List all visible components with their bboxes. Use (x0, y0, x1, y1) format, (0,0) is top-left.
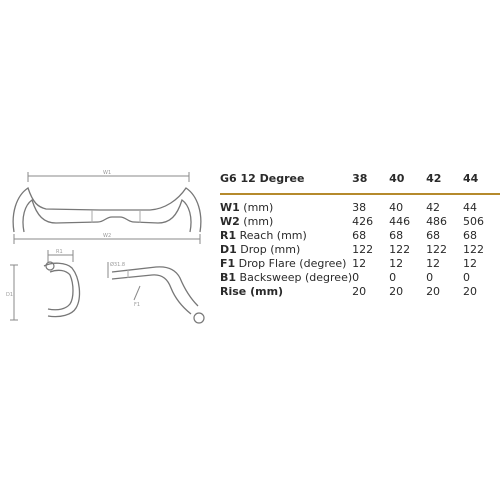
size-header: 38 (352, 172, 368, 185)
row-code: R1 (220, 229, 237, 242)
table-cell: 122 (426, 243, 448, 256)
row-code: D1 (220, 243, 237, 256)
table-cell: 38 (352, 201, 367, 214)
row-label (220, 271, 352, 285)
table-cell: 0 (463, 271, 471, 284)
spec-table-title: G6 12 Degree (220, 172, 305, 185)
table-cell: 68 (463, 229, 478, 242)
f1-angle-label: F1 (134, 302, 141, 308)
r1-dimension-label: R1 (56, 249, 63, 255)
f1-angle-line (134, 286, 140, 300)
row-code: W2 (220, 215, 240, 228)
row-label (220, 285, 352, 299)
row-label (220, 194, 352, 215)
bar-end (194, 313, 204, 323)
size-header: 40 (389, 172, 405, 185)
size-header: 42 (426, 172, 442, 185)
spec-table (220, 172, 500, 299)
table-cell: 20 (463, 285, 478, 298)
table-cell: 122 (389, 243, 411, 256)
handlebar-top-inner-outline (23, 200, 191, 232)
table-cell: 20 (352, 285, 367, 298)
table-cell: 446 (389, 215, 411, 228)
handlebar-top-outline (13, 188, 201, 232)
row-label (220, 257, 352, 271)
table-row (220, 194, 500, 215)
row-label (220, 229, 352, 243)
table-cell: 506 (463, 215, 485, 228)
row-description: (mm) (246, 285, 284, 298)
table-cell: 122 (463, 243, 485, 256)
table-cell: 0 (389, 271, 397, 284)
table-row (220, 271, 500, 285)
table-cell: 68 (352, 229, 367, 242)
table-row (220, 285, 500, 299)
rear-view-lower-outline (112, 275, 191, 314)
w1-dimension-label: W1 (103, 170, 112, 176)
clamp-diameter-label: Ø31.8 (110, 262, 126, 268)
row-code: Rise (220, 285, 247, 298)
table-cell: 68 (426, 229, 441, 242)
table-cell: 40 (389, 201, 404, 214)
table-row (220, 229, 500, 243)
table-cell: 12 (426, 257, 441, 270)
table-cell: 486 (426, 215, 448, 228)
table-row (220, 215, 500, 229)
table-cell: 426 (352, 215, 374, 228)
table-cell: 20 (389, 285, 404, 298)
row-code: B1 (220, 271, 237, 284)
row-label (220, 243, 352, 257)
table-cell: 12 (463, 257, 478, 270)
row-description: (mm) (239, 201, 274, 214)
w2-dimension-label: W2 (103, 233, 112, 239)
row-description: Drop Flare (degree) (235, 257, 347, 270)
table-cell: 12 (389, 257, 404, 270)
table-cell: 122 (352, 243, 374, 256)
rear-view-upper-outline (112, 267, 198, 306)
row-description: Reach (mm) (236, 229, 307, 242)
drop-bend-inner (48, 270, 73, 309)
row-code: F1 (220, 257, 236, 270)
table-cell: 12 (352, 257, 367, 270)
table-cell: 44 (463, 201, 478, 214)
d1-dimension-label: D1 (6, 292, 14, 298)
table-cell: 0 (426, 271, 434, 284)
table-cell: 20 (426, 285, 441, 298)
table-row (220, 257, 500, 271)
spec-table-header-row (220, 172, 500, 194)
size-header: 44 (463, 172, 479, 185)
table-cell: 68 (389, 229, 404, 242)
row-description: Backsweep (degree) (236, 271, 353, 284)
row-code: W1 (220, 201, 240, 214)
row-description: (mm) (239, 215, 274, 228)
table-row (220, 243, 500, 257)
row-description: Drop (mm) (236, 243, 301, 256)
row-label (220, 215, 352, 229)
table-cell: 0 (352, 271, 360, 284)
table-cell: 42 (426, 201, 441, 214)
